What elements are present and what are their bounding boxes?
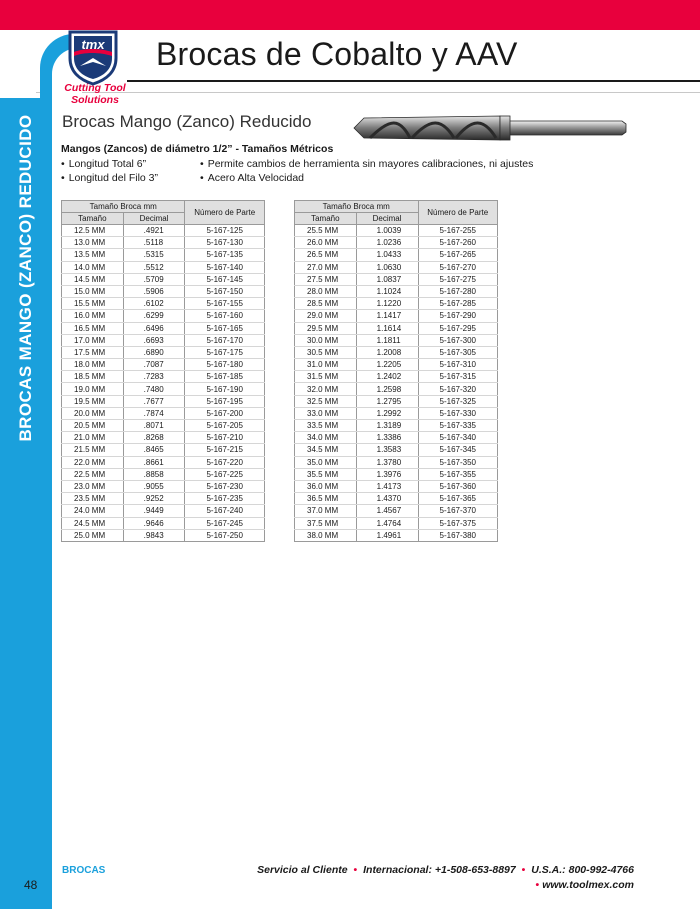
cell-decimal: 1.1417: [356, 310, 418, 322]
company-logo-icon: [64, 28, 122, 86]
cell-decimal: .9055: [123, 480, 185, 492]
cell-decimal: 1.0837: [356, 273, 418, 285]
cell-part-number: 5-167-300: [418, 334, 498, 346]
header-part-number: Número de Parte: [185, 201, 265, 225]
cell-decimal: 1.4567: [356, 505, 418, 517]
cell-part-number: 5-167-345: [418, 444, 498, 456]
cell-part-number: 5-167-155: [185, 298, 265, 310]
table-row: [295, 261, 498, 273]
table-row: [62, 456, 265, 468]
cell-size: 29.5 MM: [295, 322, 357, 334]
cell-part-number: 5-167-305: [418, 346, 498, 358]
table-row: [295, 456, 498, 468]
table-row: [62, 444, 265, 456]
table-row: [295, 310, 498, 322]
table-row: [295, 468, 498, 480]
cell-part-number: 5-167-145: [185, 273, 265, 285]
cell-part-number: 5-167-245: [185, 517, 265, 529]
table-row: [295, 249, 498, 261]
cell-decimal: .9449: [123, 505, 185, 517]
cell-decimal: .4921: [123, 225, 185, 237]
header-decimal: Decimal: [356, 213, 418, 225]
logo-tagline: [60, 82, 130, 106]
cell-part-number: 5-167-310: [418, 359, 498, 371]
table-row: [62, 505, 265, 517]
table-row: [62, 310, 265, 322]
title-separator: [36, 92, 700, 93]
table-row: [295, 322, 498, 334]
cell-decimal: 1.4961: [356, 529, 418, 541]
table-row: [62, 480, 265, 492]
table-row: [62, 298, 265, 310]
table-row: [62, 529, 265, 541]
bullet-list-left: [61, 157, 158, 185]
header-group: Tamaño Broca mm: [62, 201, 185, 213]
table-row: [295, 529, 498, 541]
table-row: [62, 395, 265, 407]
cell-size: 19.5 MM: [62, 395, 124, 407]
cell-decimal: 1.4173: [356, 480, 418, 492]
cell-size: 26.5 MM: [295, 249, 357, 261]
logo-text: tmx: [81, 37, 105, 52]
cell-part-number: 5-167-225: [185, 468, 265, 480]
cell-decimal: 1.0433: [356, 249, 418, 261]
header-decimal: Decimal: [123, 213, 185, 225]
cell-size: 26.0 MM: [295, 237, 357, 249]
cell-decimal: .5906: [123, 285, 185, 297]
table-row: [62, 407, 265, 419]
table-row: [295, 383, 498, 395]
table-row: [62, 383, 265, 395]
cell-part-number: 5-167-215: [185, 444, 265, 456]
footer-international-phone[interactable]: Internacional: +1-508-653-8897: [363, 864, 516, 876]
cell-size: 16.5 MM: [62, 322, 124, 334]
footer-section-label: BROCAS: [62, 865, 106, 876]
table-row: [62, 517, 265, 529]
bullet-list-right: [200, 157, 533, 185]
cell-part-number: 5-167-170: [185, 334, 265, 346]
table-row: [62, 322, 265, 334]
table-row: [62, 493, 265, 505]
header-part-number: Número de Parte: [418, 201, 498, 225]
cell-size: 31.0 MM: [295, 359, 357, 371]
cell-size: 30.5 MM: [295, 346, 357, 358]
cell-decimal: .5512: [123, 261, 185, 273]
cell-size: 12.5 MM: [62, 225, 124, 237]
page-number: 48: [24, 878, 38, 892]
cell-size: 32.0 MM: [295, 383, 357, 395]
cell-part-number: 5-167-380: [418, 529, 498, 541]
cell-part-number: 5-167-125: [185, 225, 265, 237]
cell-decimal: .8071: [123, 420, 185, 432]
table-row: [295, 420, 498, 432]
cell-size: 35.0 MM: [295, 456, 357, 468]
table-row: [62, 237, 265, 249]
cell-decimal: .5709: [123, 273, 185, 285]
cell-part-number: 5-167-205: [185, 420, 265, 432]
cell-part-number: 5-167-210: [185, 432, 265, 444]
cell-part-number: 5-167-230: [185, 480, 265, 492]
table-row: [295, 407, 498, 419]
cell-part-number: 5-167-350: [418, 456, 498, 468]
cell-size: 13.5 MM: [62, 249, 124, 261]
table-row: [62, 261, 265, 273]
header-size: Tamaño: [62, 213, 124, 225]
cell-size: 23.0 MM: [62, 480, 124, 492]
cell-decimal: 1.0630: [356, 261, 418, 273]
table-row: [62, 359, 265, 371]
table-row: [295, 371, 498, 383]
cell-decimal: 1.2598: [356, 383, 418, 395]
cell-part-number: 5-167-340: [418, 432, 498, 444]
table-row: [62, 273, 265, 285]
cell-decimal: .8465: [123, 444, 185, 456]
table-row: [295, 505, 498, 517]
footer-usa-phone[interactable]: U.S.A.: 800-992-4766: [531, 864, 634, 876]
cell-decimal: 1.4764: [356, 517, 418, 529]
table-row: [295, 237, 498, 249]
cell-size: 22.5 MM: [62, 468, 124, 480]
cell-decimal: .6496: [123, 322, 185, 334]
cell-decimal: .6102: [123, 298, 185, 310]
cell-part-number: 5-167-285: [418, 298, 498, 310]
table-row: [62, 334, 265, 346]
cell-size: 19.0 MM: [62, 383, 124, 395]
cell-decimal: 1.1220: [356, 298, 418, 310]
cell-part-number: 5-167-250: [185, 529, 265, 541]
cell-part-number: 5-167-240: [185, 505, 265, 517]
table-row: [62, 249, 265, 261]
cell-size: 20.0 MM: [62, 407, 124, 419]
cell-size: 13.0 MM: [62, 237, 124, 249]
cell-size: 34.5 MM: [295, 444, 357, 456]
cell-part-number: 5-167-260: [418, 237, 498, 249]
tagline-line-2: Solutions: [71, 94, 119, 106]
cell-part-number: 5-167-135: [185, 249, 265, 261]
cell-part-number: 5-167-200: [185, 407, 265, 419]
page-title: Brocas de Cobalto y AAV: [156, 36, 518, 72]
spec-heading: Mangos (Zancos) de diámetro 1/2” - Tamaños Métricos: [61, 143, 334, 155]
footer-website-line: • www.toolmex.com: [535, 879, 634, 891]
cell-size: 17.0 MM: [62, 334, 124, 346]
table-row: [295, 359, 498, 371]
footer-service: Servicio al Cliente: [257, 864, 348, 876]
cell-size: 24.0 MM: [62, 505, 124, 517]
title-underline: [127, 80, 700, 82]
cell-decimal: 1.3583: [356, 444, 418, 456]
cell-part-number: 5-167-185: [185, 371, 265, 383]
table-row: [295, 480, 498, 492]
cell-size: 34.0 MM: [295, 432, 357, 444]
cell-decimal: .7087: [123, 359, 185, 371]
cell-part-number: 5-167-220: [185, 456, 265, 468]
cell-decimal: .7677: [123, 395, 185, 407]
bullet-item: • Longitud Total 6”: [61, 157, 158, 171]
cell-part-number: 5-167-365: [418, 493, 498, 505]
bullet-item: • Permite cambios de herramienta sin mayores calibraciones, ni ajustes: [200, 157, 533, 171]
cell-decimal: 1.2992: [356, 407, 418, 419]
cell-part-number: 5-167-180: [185, 359, 265, 371]
cell-size: 15.0 MM: [62, 285, 124, 297]
cell-part-number: 5-167-165: [185, 322, 265, 334]
header-group: Tamaño Broca mm: [295, 201, 419, 213]
table-row: [62, 420, 265, 432]
cell-decimal: 1.1614: [356, 322, 418, 334]
cell-size: 21.0 MM: [62, 432, 124, 444]
side-rail-text: BROCAS MANGO (ZANCO) REDUCIDO: [16, 114, 35, 442]
cell-size: 32.5 MM: [295, 395, 357, 407]
cell-size: 36.5 MM: [295, 493, 357, 505]
table-row: [62, 285, 265, 297]
cell-part-number: 5-167-360: [418, 480, 498, 492]
cell-size: 21.5 MM: [62, 444, 124, 456]
table-row: [295, 517, 498, 529]
cell-size: 33.0 MM: [295, 407, 357, 419]
table-row: [62, 225, 265, 237]
footer-website-link[interactable]: www.toolmex.com: [542, 879, 634, 891]
cell-part-number: 5-167-355: [418, 468, 498, 480]
size-table-right: [294, 200, 498, 542]
cell-part-number: 5-167-320: [418, 383, 498, 395]
cell-decimal: 1.2205: [356, 359, 418, 371]
cell-part-number: 5-167-130: [185, 237, 265, 249]
cell-size: 17.5 MM: [62, 346, 124, 358]
cell-decimal: 1.3386: [356, 432, 418, 444]
cell-decimal: .5118: [123, 237, 185, 249]
footer-contact-line: Servicio al Cliente • Internacional: +1-508-653-8897 • U.S.A.: 800-992-4766: [257, 864, 634, 876]
cell-decimal: .8661: [123, 456, 185, 468]
table-row: [295, 395, 498, 407]
cell-size: 35.5 MM: [295, 468, 357, 480]
cell-part-number: 5-167-335: [418, 420, 498, 432]
cell-decimal: 1.1024: [356, 285, 418, 297]
cell-size: 22.0 MM: [62, 456, 124, 468]
cell-decimal: 1.0039: [356, 225, 418, 237]
cell-size: 30.0 MM: [295, 334, 357, 346]
cell-decimal: .5315: [123, 249, 185, 261]
cell-part-number: 5-167-370: [418, 505, 498, 517]
cell-part-number: 5-167-190: [185, 383, 265, 395]
cell-decimal: 1.3780: [356, 456, 418, 468]
cell-decimal: .6890: [123, 346, 185, 358]
side-rail-label: [0, 98, 52, 458]
cell-part-number: 5-167-160: [185, 310, 265, 322]
cell-size: 27.5 MM: [295, 273, 357, 285]
cell-part-number: 5-167-265: [418, 249, 498, 261]
cell-size: 16.0 MM: [62, 310, 124, 322]
table-row: [295, 346, 498, 358]
cell-decimal: 1.4370: [356, 493, 418, 505]
cell-decimal: .6693: [123, 334, 185, 346]
cell-decimal: 1.2795: [356, 395, 418, 407]
cell-decimal: .8268: [123, 432, 185, 444]
table-row: [62, 432, 265, 444]
size-table-left: [61, 200, 265, 542]
cell-part-number: 5-167-330: [418, 407, 498, 419]
table-row: [295, 334, 498, 346]
table-row: [62, 468, 265, 480]
drill-bit-image: [350, 110, 630, 146]
cell-size: 36.0 MM: [295, 480, 357, 492]
cell-size: 31.5 MM: [295, 371, 357, 383]
top-banner: [0, 0, 700, 30]
cell-part-number: 5-167-255: [418, 225, 498, 237]
cell-part-number: 5-167-290: [418, 310, 498, 322]
cell-size: 29.0 MM: [295, 310, 357, 322]
tagline-line-1: Cutting Tool: [64, 82, 126, 94]
cell-part-number: 5-167-195: [185, 395, 265, 407]
cell-size: 24.5 MM: [62, 517, 124, 529]
cell-size: 14.5 MM: [62, 273, 124, 285]
table-row: [295, 225, 498, 237]
cell-part-number: 5-167-150: [185, 285, 265, 297]
table-row: [295, 493, 498, 505]
cell-decimal: 1.3189: [356, 420, 418, 432]
cell-part-number: 5-167-175: [185, 346, 265, 358]
cell-size: 20.5 MM: [62, 420, 124, 432]
table-row: [62, 371, 265, 383]
cell-decimal: .7480: [123, 383, 185, 395]
cell-decimal: 1.2402: [356, 371, 418, 383]
header-size: Tamaño: [295, 213, 357, 225]
table-row: [295, 285, 498, 297]
bullet-item: • Longitud del Filo 3”: [61, 171, 158, 185]
cell-decimal: .6299: [123, 310, 185, 322]
cell-decimal: 1.2008: [356, 346, 418, 358]
cell-decimal: .8858: [123, 468, 185, 480]
cell-part-number: 5-167-280: [418, 285, 498, 297]
table-row: [295, 273, 498, 285]
cell-size: 18.5 MM: [62, 371, 124, 383]
cell-part-number: 5-167-140: [185, 261, 265, 273]
cell-size: 18.0 MM: [62, 359, 124, 371]
cell-decimal: .9646: [123, 517, 185, 529]
cell-part-number: 5-167-235: [185, 493, 265, 505]
cell-size: 14.0 MM: [62, 261, 124, 273]
cell-size: 27.0 MM: [295, 261, 357, 273]
cell-part-number: 5-167-315: [418, 371, 498, 383]
cell-decimal: .9843: [123, 529, 185, 541]
table-row: [295, 444, 498, 456]
cell-part-number: 5-167-275: [418, 273, 498, 285]
cell-decimal: 1.0236: [356, 237, 418, 249]
cell-size: 37.0 MM: [295, 505, 357, 517]
cell-part-number: 5-167-375: [418, 517, 498, 529]
table-row: [295, 432, 498, 444]
cell-size: 38.0 MM: [295, 529, 357, 541]
section-subtitle: Brocas Mango (Zanco) Reducido: [62, 112, 312, 131]
bullet-item: • Acero Alta Velocidad: [200, 171, 533, 185]
cell-size: 25.5 MM: [295, 225, 357, 237]
cell-part-number: 5-167-325: [418, 395, 498, 407]
cell-size: 15.5 MM: [62, 298, 124, 310]
cell-size: 37.5 MM: [295, 517, 357, 529]
cell-decimal: .7283: [123, 371, 185, 383]
cell-decimal: 1.3976: [356, 468, 418, 480]
table-row: [295, 298, 498, 310]
cell-size: 28.0 MM: [295, 285, 357, 297]
cell-size: 25.0 MM: [62, 529, 124, 541]
cell-decimal: .9252: [123, 493, 185, 505]
cell-part-number: 5-167-295: [418, 322, 498, 334]
cell-size: 33.5 MM: [295, 420, 357, 432]
cell-part-number: 5-167-270: [418, 261, 498, 273]
cell-size: 28.5 MM: [295, 298, 357, 310]
cell-size: 23.5 MM: [62, 493, 124, 505]
table-row: [62, 346, 265, 358]
cell-decimal: .7874: [123, 407, 185, 419]
cell-decimal: 1.1811: [356, 334, 418, 346]
